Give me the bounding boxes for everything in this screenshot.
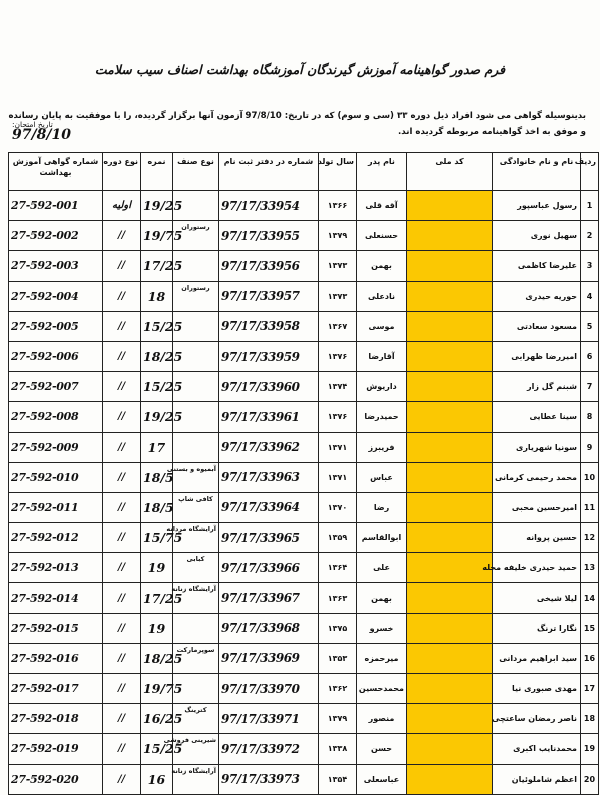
cell-reg: 97/17/33969 <box>219 643 319 673</box>
cell-score: 15/75 <box>141 523 173 553</box>
cell-type: آرایشگاه زنانه <box>173 583 219 613</box>
header-type: نوع صنف <box>173 153 219 191</box>
cell-year: ۱۳۷۶ <box>319 341 357 371</box>
cell-ctype: // <box>103 221 141 251</box>
cell-reg: 97/17/33973 <box>219 764 319 794</box>
cell-father: بهمن <box>357 583 407 613</box>
header-cert: شماره گواهی آموزش بهداشت <box>9 153 103 191</box>
table-row <box>9 523 599 553</box>
cell-idx: 7 <box>581 372 599 402</box>
cell-cert: 27-592-020 <box>9 764 103 794</box>
cell-type: سوپرمارکت <box>173 643 219 673</box>
cell-year: ۱۳۶۳ <box>319 583 357 613</box>
cell-ctype: // <box>103 553 141 583</box>
cell-father: خسرو <box>357 613 407 643</box>
cell-reg: 97/17/33967 <box>219 583 319 613</box>
cell-ctype: // <box>103 704 141 734</box>
cell-name: ناصر رمضان ساعتچی <box>493 704 581 734</box>
cell-reg: 97/17/33970 <box>219 674 319 704</box>
cell-idx: 1 <box>581 191 599 221</box>
table-row <box>9 734 599 764</box>
cell-year: ۱۳۶۶ <box>319 191 357 221</box>
table-row <box>9 704 599 734</box>
table-row <box>9 583 599 613</box>
cell-score: 18/25 <box>141 643 173 673</box>
cell-father: بهمن <box>357 251 407 281</box>
cell-score: 18/25 <box>141 341 173 371</box>
cell-score: 17/25 <box>141 583 173 613</box>
cell-nid <box>407 492 493 522</box>
cell-reg: 97/17/33961 <box>219 402 319 432</box>
cell-name: حمید حیدری خلیفه محله <box>493 553 581 583</box>
cell-type: کبابی <box>173 553 219 583</box>
cell-nid <box>407 613 493 643</box>
cell-type: رستوران <box>173 221 219 251</box>
cell-idx: 9 <box>581 432 599 462</box>
cell-ctype: اولیه <box>103 191 141 221</box>
cell-idx: 17 <box>581 674 599 704</box>
cell-reg: 97/17/33955 <box>219 221 319 251</box>
cell-nid <box>407 583 493 613</box>
cell-name: محمدنایب اکبری <box>493 734 581 764</box>
cell-father: فریبرز <box>357 432 407 462</box>
cell-idx: 5 <box>581 311 599 341</box>
cell-ctype: // <box>103 734 141 764</box>
cell-name: لیلا شیخی <box>493 583 581 613</box>
header-idx: ردیف <box>581 153 599 191</box>
cell-year: ۱۳۵۳ <box>319 643 357 673</box>
cell-year: ۱۳۷۱ <box>319 432 357 462</box>
table-row <box>9 191 599 221</box>
cell-name: مسعود سعادتی <box>493 311 581 341</box>
cell-name: شبنم گل زار <box>493 372 581 402</box>
cell-score: 19/25 <box>141 402 173 432</box>
cell-cert: 27-592-015 <box>9 613 103 643</box>
cell-reg: 97/17/33972 <box>219 734 319 764</box>
cell-nid <box>407 191 493 221</box>
cell-reg: 97/17/33965 <box>219 523 319 553</box>
header-nid: کد ملی <box>407 153 493 191</box>
table-row <box>9 402 599 432</box>
cell-year: ۱۳۷۳ <box>319 281 357 311</box>
cell-cert: 27-592-013 <box>9 553 103 583</box>
cell-nid <box>407 462 493 492</box>
table-row <box>9 281 599 311</box>
cell-year: ۱۳۷۱ <box>319 462 357 492</box>
cell-father: منصور <box>357 704 407 734</box>
cell-reg: 97/17/33956 <box>219 251 319 281</box>
intro-paragraph: بدینوسیله گواهی می شود افراد ذیل دوره ۳۳ (سی و سوم) که در تاریخ: 97/8/10 آزمون آنها برگزار گردیده، را با موفقیت به پایان رسانده و موفق به اخذ گواهینامه مربوطه گردیده اند. <box>8 111 586 137</box>
cell-cert: 27-592-002 <box>9 221 103 251</box>
cell-score: 15/25 <box>141 734 173 764</box>
table-header-row <box>9 153 599 191</box>
cell-cert: 27-592-004 <box>9 281 103 311</box>
cell-nid <box>407 553 493 583</box>
cell-nid <box>407 341 493 371</box>
cell-nid <box>407 432 493 462</box>
cell-idx: 18 <box>581 704 599 734</box>
cell-reg: 97/17/33966 <box>219 553 319 583</box>
cell-ctype: // <box>103 462 141 492</box>
cell-score: 17/25 <box>141 251 173 281</box>
cell-type <box>173 613 219 643</box>
cell-ctype: // <box>103 613 141 643</box>
cell-nid <box>407 764 493 794</box>
exam-date-block <box>12 120 122 143</box>
cell-cert: 27-592-006 <box>9 341 103 371</box>
cell-score: 18/5 <box>141 492 173 522</box>
cell-cert: 27-592-010 <box>9 462 103 492</box>
cell-year: ۱۳۷۴ <box>319 372 357 402</box>
table-row <box>9 341 599 371</box>
cell-type: کترینگ <box>173 704 219 734</box>
cell-cert: 27-592-005 <box>9 311 103 341</box>
cell-cert: 27-592-018 <box>9 704 103 734</box>
cell-idx: 14 <box>581 583 599 613</box>
cell-reg: 97/17/33964 <box>219 492 319 522</box>
cell-father: علی <box>357 553 407 583</box>
cell-year: ۱۳۷۰ <box>319 492 357 522</box>
cell-name: رسول عباسپور <box>493 191 581 221</box>
cell-ctype: // <box>103 583 141 613</box>
cell-cert: 27-592-001 <box>9 191 103 221</box>
table-row <box>9 764 599 794</box>
cell-name: امیررضا ظهرابی <box>493 341 581 371</box>
cell-nid <box>407 704 493 734</box>
cell-year: ۱۳۷۶ <box>319 402 357 432</box>
cell-nid <box>407 251 493 281</box>
cell-year: ۱۳۶۷ <box>319 311 357 341</box>
cell-ctype: // <box>103 311 141 341</box>
cell-name: امیرحسین محبی <box>493 492 581 522</box>
cell-reg: 97/17/33959 <box>219 341 319 371</box>
cell-name: محمد رحیمی کرمانی <box>493 462 581 492</box>
cell-year: ۱۳۷۳ <box>319 251 357 281</box>
cell-name: علیرضا کاظمی <box>493 251 581 281</box>
cell-father: موسی <box>357 311 407 341</box>
cell-idx: 20 <box>581 764 599 794</box>
cell-cert: 27-592-019 <box>9 734 103 764</box>
cell-ctype: // <box>103 643 141 673</box>
cell-idx: 12 <box>581 523 599 553</box>
cell-father: رضا <box>357 492 407 522</box>
cell-idx: 4 <box>581 281 599 311</box>
cell-year: ۱۳۵۴ <box>319 764 357 794</box>
cell-idx: 16 <box>581 643 599 673</box>
cell-type: شیرینی فروشی <box>173 734 219 764</box>
cell-nid <box>407 643 493 673</box>
cell-ctype: // <box>103 492 141 522</box>
cell-ctype: // <box>103 764 141 794</box>
cell-name: سید ابراهیم مردانی <box>493 643 581 673</box>
cell-cert: 27-592-007 <box>9 372 103 402</box>
cell-cert: 27-592-014 <box>9 583 103 613</box>
cell-type <box>173 432 219 462</box>
cell-name: نگارا ترنگ <box>493 613 581 643</box>
exam-date-value: 97/8/10 <box>12 127 71 143</box>
cell-ctype: // <box>103 674 141 704</box>
cell-nid <box>407 402 493 432</box>
cell-type: رستوران <box>173 281 219 311</box>
cell-name: سهیل نوری <box>493 221 581 251</box>
cell-nid <box>407 734 493 764</box>
cell-father: آقارضا <box>357 341 407 371</box>
header-reg: شماره در دفتر ثبت نام <box>219 153 319 191</box>
cell-year: ۱۳۷۵ <box>319 613 357 643</box>
cell-reg: 97/17/33958 <box>219 311 319 341</box>
cell-name: حسین پروانه <box>493 523 581 553</box>
cell-nid <box>407 372 493 402</box>
cell-cert: 27-592-017 <box>9 674 103 704</box>
cell-year: ۱۳۷۹ <box>319 221 357 251</box>
table-row <box>9 462 599 492</box>
cell-year: ۱۳۷۹ <box>319 704 357 734</box>
cell-cert: 27-592-012 <box>9 523 103 553</box>
cell-idx: 2 <box>581 221 599 251</box>
cell-father: محمدحسین <box>357 674 407 704</box>
header-ctype: نوع دوره <box>103 153 141 191</box>
cell-type: کافی شاپ <box>173 492 219 522</box>
cell-name: سینا عطایی <box>493 402 581 432</box>
table-row <box>9 251 599 281</box>
cell-score: 17 <box>141 432 173 462</box>
cell-father: نادعلی <box>357 281 407 311</box>
table-row <box>9 613 599 643</box>
cell-reg: 97/17/33954 <box>219 191 319 221</box>
trainees-table <box>8 152 599 795</box>
cell-ctype: // <box>103 341 141 371</box>
cell-idx: 19 <box>581 734 599 764</box>
cell-father: حسن <box>357 734 407 764</box>
exam-date-label: تاریخ امتحان: <box>12 120 53 129</box>
cell-father: عباس <box>357 462 407 492</box>
form-title: فرم صدور گواهینامه آموزش گیرندگان آموزشگاه بهداشت اصناف سیب سلامت <box>94 62 506 77</box>
cell-nid <box>407 311 493 341</box>
cell-score: 16/25 <box>141 704 173 734</box>
cell-name: مهدی صبوری نیا <box>493 674 581 704</box>
cell-ctype: // <box>103 402 141 432</box>
cell-name: حوریه حیدری <box>493 281 581 311</box>
cell-father: آقه قلی <box>357 191 407 221</box>
cell-score: 18/5 <box>141 462 173 492</box>
cell-reg: 97/17/33968 <box>219 613 319 643</box>
cell-cert: 27-592-011 <box>9 492 103 522</box>
cell-score: 19 <box>141 553 173 583</box>
cell-father: حسنعلی <box>357 221 407 251</box>
table-row <box>9 221 599 251</box>
cell-father: میرحمزه <box>357 643 407 673</box>
cell-score: 16 <box>141 764 173 794</box>
cell-score: 15/25 <box>141 372 173 402</box>
cell-reg: 97/17/33962 <box>219 432 319 462</box>
cell-nid <box>407 281 493 311</box>
table-row <box>9 674 599 704</box>
cell-score: 18 <box>141 281 173 311</box>
cell-father: عباسعلی <box>357 764 407 794</box>
cell-father: داریوش <box>357 372 407 402</box>
cell-father: ابوالقاسم <box>357 523 407 553</box>
cell-idx: 13 <box>581 553 599 583</box>
cell-idx: 8 <box>581 402 599 432</box>
cell-year: ۱۳۶۲ <box>319 674 357 704</box>
cell-nid <box>407 674 493 704</box>
cell-score: 19/25 <box>141 191 173 221</box>
cell-ctype: // <box>103 251 141 281</box>
header-father: نام پدر <box>357 153 407 191</box>
table-row <box>9 643 599 673</box>
cell-cert: 27-592-009 <box>9 432 103 462</box>
cell-name: سونیا شهریاری <box>493 432 581 462</box>
cell-year: ۱۳۶۴ <box>319 553 357 583</box>
cell-name: اعظم شاملوئیان <box>493 764 581 794</box>
cell-ctype: // <box>103 372 141 402</box>
cell-nid <box>407 221 493 251</box>
cell-score: 19 <box>141 613 173 643</box>
cell-ctype: // <box>103 432 141 462</box>
cell-idx: 11 <box>581 492 599 522</box>
header-name: نام و نام خانوادگی <box>493 153 581 191</box>
cell-score: 19/75 <box>141 221 173 251</box>
cell-ctype: // <box>103 523 141 553</box>
cell-type: آرایشگاه مردانه <box>173 523 219 553</box>
cell-reg: 97/17/33960 <box>219 372 319 402</box>
cell-idx: 10 <box>581 462 599 492</box>
cell-year: ۱۳۵۹ <box>319 523 357 553</box>
header-year: سال تولد <box>319 153 357 191</box>
cell-reg: 97/17/33957 <box>219 281 319 311</box>
table-row <box>9 372 599 402</box>
cell-idx: 15 <box>581 613 599 643</box>
cell-type: آبمیوه و بستنی <box>173 462 219 492</box>
header-score: نمره <box>141 153 173 191</box>
cell-nid <box>407 523 493 553</box>
table-row <box>9 553 599 583</box>
table-row <box>9 311 599 341</box>
cell-cert: 27-592-003 <box>9 251 103 281</box>
cell-reg: 97/17/33971 <box>219 704 319 734</box>
cell-cert: 27-592-008 <box>9 402 103 432</box>
cell-reg: 97/17/33963 <box>219 462 319 492</box>
cell-idx: 3 <box>581 251 599 281</box>
cell-cert: 27-592-016 <box>9 643 103 673</box>
cell-year: ۱۳۳۸ <box>319 734 357 764</box>
cell-father: حمیدرضا <box>357 402 407 432</box>
cell-score: 15/25 <box>141 311 173 341</box>
cell-type: آرایشگاه زنانه <box>173 764 219 794</box>
table-row <box>9 432 599 462</box>
cell-score: 19/75 <box>141 674 173 704</box>
cell-ctype: // <box>103 281 141 311</box>
cell-idx: 6 <box>581 341 599 371</box>
table-row <box>9 492 599 522</box>
